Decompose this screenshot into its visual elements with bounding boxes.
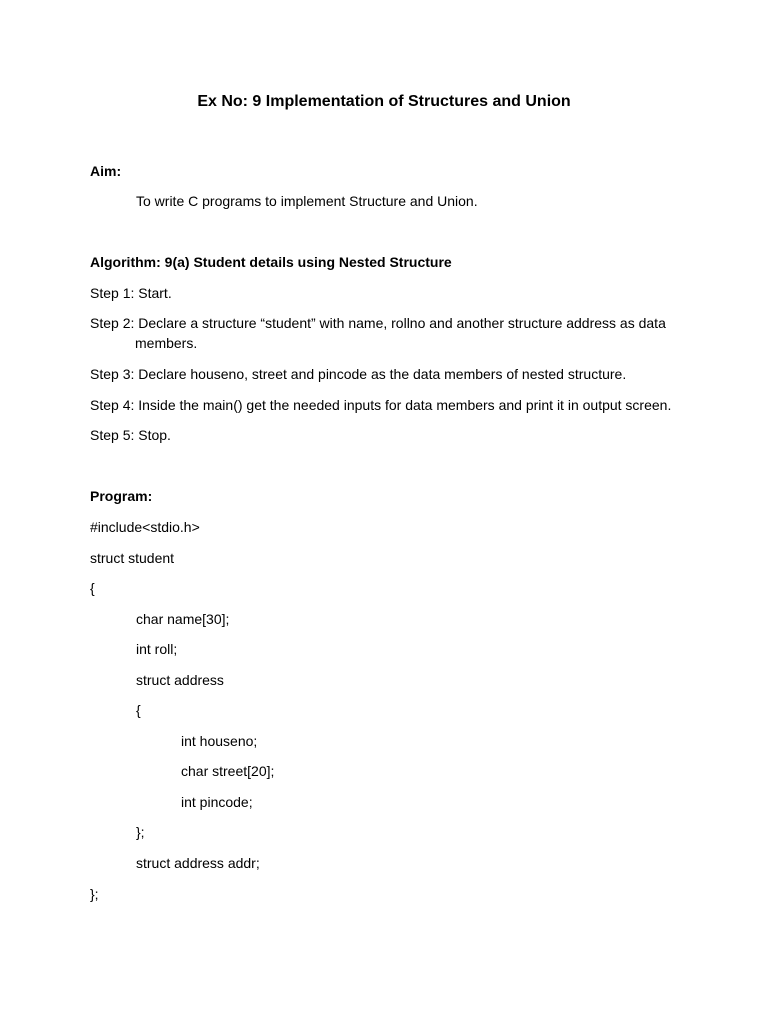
code-line: struct student <box>90 550 175 566</box>
code-line: }; <box>136 824 145 840</box>
algorithm-step-2 <box>90 313 678 353</box>
code-line: int houseno; <box>181 733 258 749</box>
algorithm-step-5: Step 5: Stop. <box>90 427 171 443</box>
algorithm-step-1: Step 1: Start. <box>90 285 172 301</box>
code-line: struct address <box>136 672 224 688</box>
document-title: Ex No: 9 Implementation of Structures and Union <box>197 93 571 110</box>
code-line: int pincode; <box>181 794 253 810</box>
algorithm-heading: Algorithm: 9(a) Student details using Nested Structure <box>90 254 452 270</box>
code-line: #include<stdio.h> <box>90 519 200 535</box>
algorithm-step-2-continuation: members. <box>135 335 198 351</box>
program-heading: Program: <box>90 488 153 504</box>
code-line: }; <box>90 886 99 902</box>
code-line: char name[30]; <box>136 611 230 627</box>
algorithm-step-4: Step 4: Inside the main() get the needed inputs for data members and print it in output screen. <box>90 397 672 413</box>
aim-heading: Aim: <box>90 163 122 179</box>
code-line: struct address addr; <box>136 855 260 871</box>
code-line: char street[20]; <box>181 763 275 779</box>
code-line: int roll; <box>136 641 178 657</box>
code-line: { <box>136 702 141 718</box>
algorithm-step-2-text: Step 2: Declare a structure “student” with name, rollno and another structure address as data <box>90 315 666 331</box>
code-line: { <box>90 580 95 596</box>
algorithm-step-3: Step 3: Declare houseno, street and pincode as the data members of nested structure. <box>90 366 627 382</box>
aim-text: To write C programs to implement Structure and Union. <box>136 193 478 209</box>
